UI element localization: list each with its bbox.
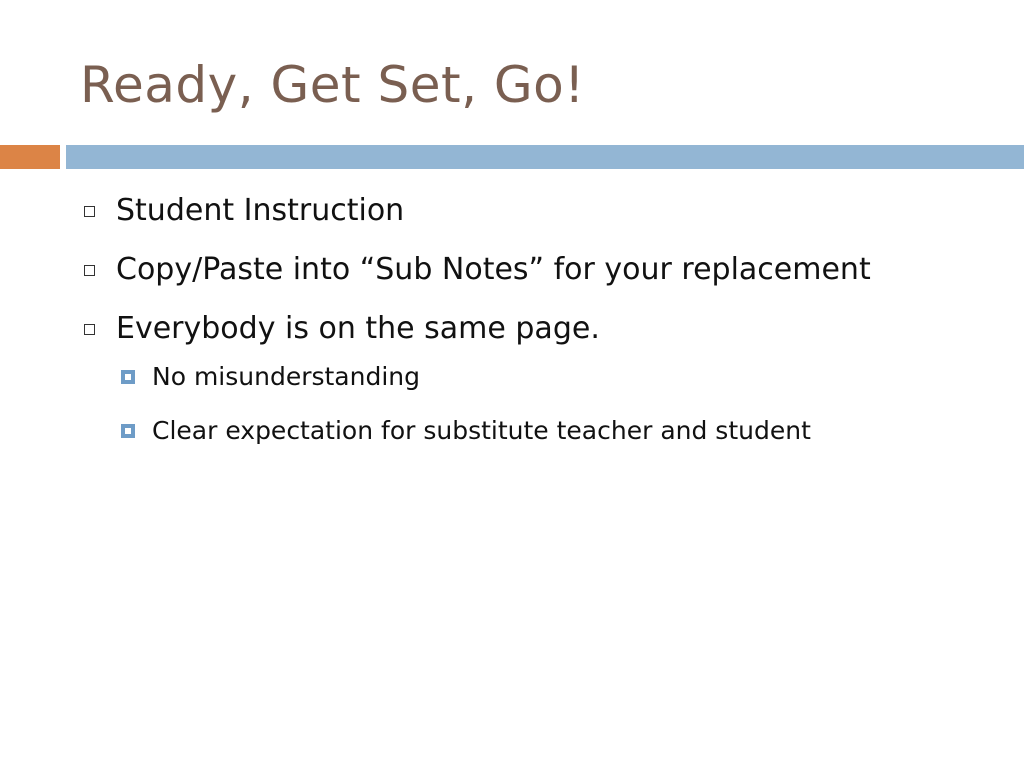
filled-square-bullet-icon (121, 424, 135, 438)
title-divider-bar (66, 145, 1024, 169)
bullet-item (80, 308, 1010, 350)
hollow-square-bullet-icon (84, 324, 95, 335)
bullet-text: Everybody is on the same page. (116, 311, 600, 346)
bullet-item (80, 249, 1010, 291)
bullet-text: Copy/Paste into “Sub Notes” for your replacement (116, 252, 871, 287)
bullet-text: Student Instruction (116, 193, 405, 228)
sub-bullet-item (80, 360, 1010, 394)
hollow-square-bullet-icon (84, 265, 95, 276)
filled-square-bullet-icon (121, 370, 135, 384)
sub-bullet-item (80, 414, 1010, 448)
hollow-square-bullet-icon (84, 206, 95, 217)
title-accent-bar (0, 145, 60, 169)
slide-title: Ready, Get Set, Go! (80, 56, 585, 114)
sub-bullet-text: No misunderstanding (152, 362, 421, 391)
bullet-list (80, 190, 1010, 468)
sub-bullet-text: Clear expectation for substitute teacher and student (152, 416, 811, 445)
bullet-item (80, 190, 1010, 232)
